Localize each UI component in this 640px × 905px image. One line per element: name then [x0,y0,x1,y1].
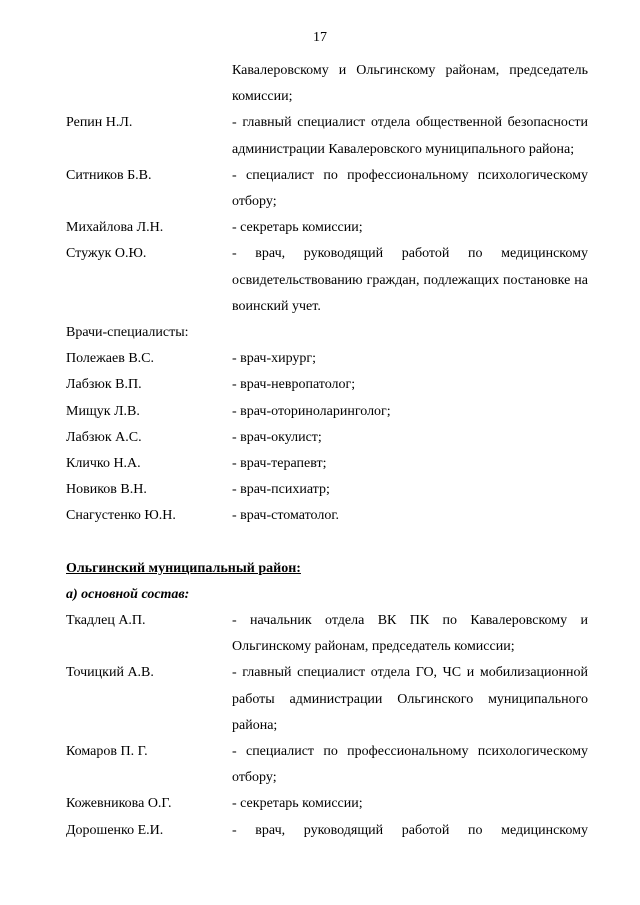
member-name: Комаров П. Г. [66,744,148,760]
member-role: - главный специалист отдела общественной безопасности администрации Кавалеровского муниципального района; [232,115,588,157]
doctors-heading: Врачи-специалисты: [66,325,189,341]
member-role: - начальник отдела ВК ПК по Кавалеровскому и Ольгинскому районам, председатель комиссии; [232,613,588,655]
member-role: - главный специалист отдела ГО, ЧС и мобилизационной работы администрации Ольгинского муниципального района; [232,665,588,733]
member-role: - врач, руководящий работой по медицинскому [232,822,588,838]
doctor-role: - врач-оториноларинголог; [232,403,391,419]
doctor-role: - врач-хирург; [232,351,317,367]
doctor-entry [66,425,588,451]
member-entry [66,241,588,320]
doctor-role: - врач-невропатолог; [232,377,356,393]
doctor-entry [66,346,588,372]
member-entry [66,791,588,817]
doctor-role: - врач-терапевт; [232,456,327,472]
member-name: Точицкий А.В. [66,665,154,681]
member-entry [66,215,588,241]
member-name: Михайлова Л.Н. [66,220,164,236]
doctor-name: Лабзюк В.П. [66,377,142,393]
member-role: Кавалеровскому и Ольгинскому районам, председатель комиссии; [232,63,588,105]
member-entry-continuation [66,58,588,110]
doctor-entry [66,451,588,477]
doctor-role: - врач-окулист; [232,429,322,445]
member-name: Дорошенко Е.И. [66,822,164,838]
doctor-name: Снагустенко Ю.Н. [66,508,176,524]
page-number: 17 [313,30,327,45]
member-name: Ткадлец А.П. [66,613,146,629]
member-entry [66,739,588,791]
member-role: - секретарь комиссии; [232,220,363,236]
member-entry [66,608,588,660]
doctor-name: Лабзюк А.С. [66,429,142,445]
member-name: Стужук О.Ю. [66,246,147,262]
member-name: Кожевникова О.Г. [66,796,172,812]
member-entry [66,660,588,739]
document-body [66,58,588,844]
member-entry [66,818,588,844]
doctor-entry [66,372,588,398]
doctor-name: Мищук Л.В. [66,403,140,419]
section-subheading: а) основной состав: [66,586,190,602]
member-role: - специалист по профессиональному психологическому отбору; [232,744,588,786]
member-name: Ситников Б.В. [66,167,152,183]
member-role: - специалист по профессиональному психологическому отбору; [232,167,588,210]
doctor-role: - врач-стоматолог. [232,508,340,524]
member-name [66,58,232,110]
member-role: - врач, руководящий работой по медицинскому освидетельствованию граждан, подлежащих постановке на воинский учет. [232,246,588,314]
doctor-entry [66,399,588,425]
doctor-entry [66,503,588,529]
member-entry [66,110,588,162]
doctor-name: Полежаев В.С. [66,351,155,367]
member-entry [66,163,588,215]
doctor-name: Кличко Н.А. [66,456,141,472]
section-heading: Ольгинский муниципальный район: [66,560,301,576]
member-name: Репин Н.Л. [66,115,133,131]
member-role: - секретарь комиссии; [232,796,363,812]
doctor-name: Новиков В.Н. [66,482,147,498]
section-spacer [66,530,588,556]
doctor-role: - врач-психиатр; [232,482,330,498]
doctor-entry [66,477,588,503]
